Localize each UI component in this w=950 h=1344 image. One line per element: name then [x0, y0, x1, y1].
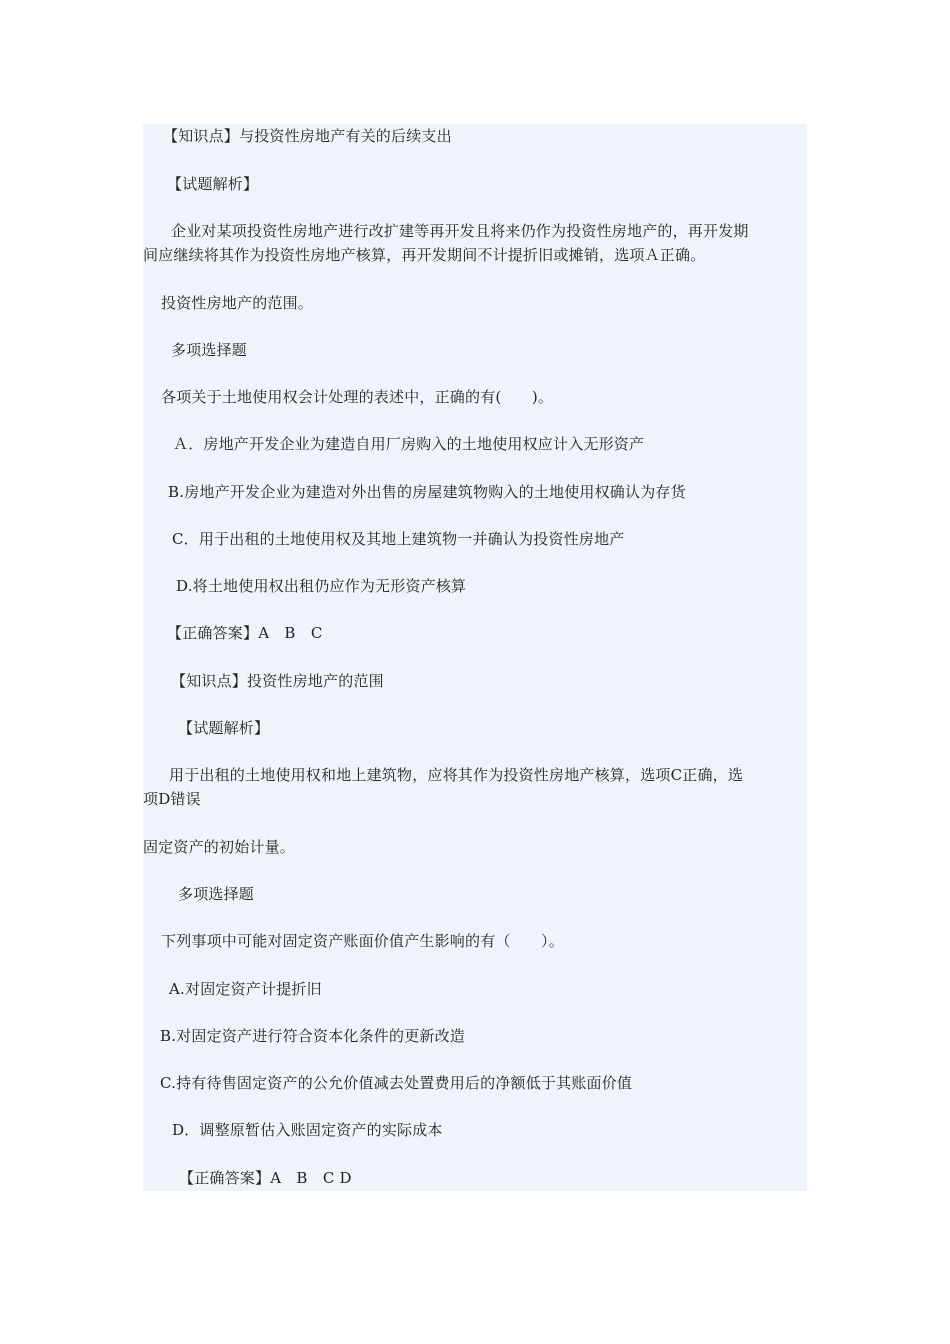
option-2a: Ａ．房地产开发企业为建造自用厂房购入的土地使用权应计入无形资产 [173, 435, 645, 453]
knowledge-point-1: 【知识点】与投资性房地产有关的后续支出 [163, 127, 452, 145]
analysis-text-2b: 项D错误 [143, 790, 201, 808]
analysis-text-1a: 企业对某项投资性房地产进行改扩建等再开发且将来仍作为投资性房地产的，再开发期 [171, 222, 749, 240]
topic-3: 固定资产的初始计量。 [143, 838, 296, 856]
option-2b: B.房地产开发企业为建造对外出售的房屋建筑物购入的土地使用权确认为存货 [168, 483, 686, 501]
option-3c: C.持有待售固定资产的公允价值减去处置费用后的净额低于其账面价值 [160, 1074, 633, 1092]
option-2d: D.将土地使用权出租仍应作为无形资产核算 [176, 577, 467, 595]
question-2: 各项关于土地使用权会计处理的表述中，正确的有( )。 [161, 388, 554, 406]
analysis-heading-1: 【试题解析】 [167, 175, 259, 193]
question-type-2: 多项选择题 [171, 341, 248, 359]
option-3d: D．调整原暂估入账固定资产的实际成本 [172, 1121, 443, 1139]
document-panel [143, 124, 807, 1191]
analysis-text-2a: 用于出租的土地使用权和地上建筑物，应将其作为投资性房地产核算，选项C正确，选 [169, 766, 744, 784]
option-2c: C．用于出租的土地使用权及其地上建筑物一并确认为投资性房地产 [172, 530, 625, 548]
knowledge-point-2: 【知识点】投资性房地产的范围 [171, 672, 384, 690]
question-type-3: 多项选择题 [178, 885, 255, 903]
analysis-heading-2: 【试题解析】 [178, 719, 270, 737]
question-3: 下列事项中可能对固定资产账面价值产生影响的有（ ）。 [161, 932, 564, 950]
answer-2: 【正确答案】A B C [167, 624, 323, 642]
option-3b: B.对固定资产进行符合资本化条件的更新改造 [160, 1027, 465, 1045]
analysis-text-1b: 间应继续将其作为投资性房地产核算，再开发期间不计提折旧或摊销，选项Ａ正确。 [143, 246, 706, 264]
answer-3: 【正确答案】A B C D [179, 1169, 352, 1187]
topic-2: 投资性房地产的范围。 [161, 294, 314, 312]
option-3a: A.对固定资产计提折旧 [169, 980, 322, 998]
